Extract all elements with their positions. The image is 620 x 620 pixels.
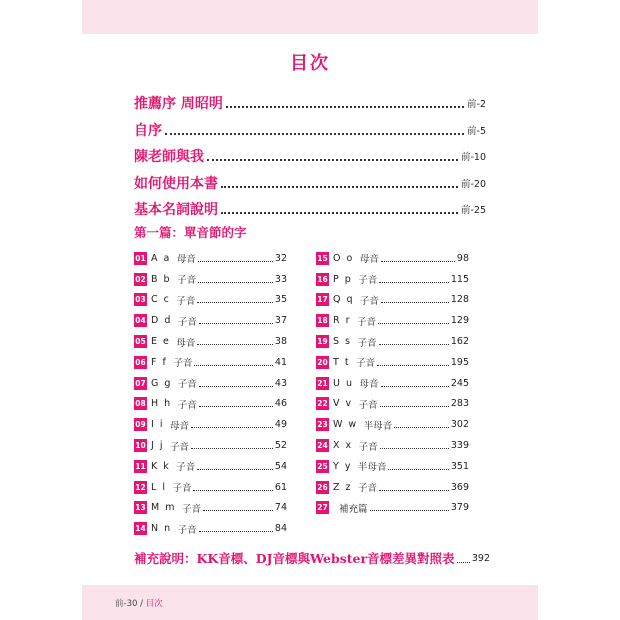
chapter-number-badge: 09 [135, 420, 146, 430]
letter-label: J j [151, 440, 164, 452]
letter-entry[interactable] [134, 435, 287, 456]
leader-dots [378, 323, 449, 324]
leader-dots [379, 490, 449, 491]
toc-entry-title: 如何使用本書 [134, 175, 218, 192]
letter-entry[interactable] [316, 352, 469, 373]
page-number: 84 [274, 523, 287, 535]
letter-label: P p [333, 273, 353, 285]
sound-type: 半母音 [363, 420, 393, 432]
chapter-number-badge: 11 [135, 461, 146, 471]
letter-label: D d [151, 315, 172, 327]
chapter-number-badge: 07 [135, 378, 146, 388]
sound-type: 母音 [176, 337, 196, 349]
page-number: 41 [274, 356, 287, 368]
chapter-number-badge: 13 [135, 503, 146, 513]
chapter-number-badge: 19 [317, 337, 328, 347]
toc-entry-title: 推薦序 周昭明 [134, 96, 223, 113]
leader-dots [197, 469, 273, 470]
sound-type: 子音 [176, 462, 196, 474]
chapter-number-badge: 10 [135, 441, 146, 451]
page-number: 129 [450, 315, 469, 327]
sound-type: 半母音 [357, 462, 387, 474]
leader-dots [457, 562, 470, 563]
letter-entry[interactable] [316, 477, 469, 498]
letter-label: B b [151, 273, 172, 285]
sound-type: 子音 [358, 483, 378, 495]
sound-type: 子音 [358, 441, 378, 453]
leader-dots [226, 106, 464, 108]
page-number: 283 [450, 398, 469, 410]
leader-dots [165, 133, 464, 135]
letter-entry[interactable] [134, 518, 287, 539]
chapter-number-badge: 23 [317, 420, 328, 430]
leader-dots [203, 510, 273, 511]
supplement-entry[interactable] [134, 549, 490, 567]
leader-dots [380, 406, 449, 407]
letter-entry[interactable] [134, 269, 287, 290]
page-number: 32 [274, 252, 287, 264]
chapter-number-badge: 17 [317, 295, 328, 305]
sound-type: 母音 [169, 420, 189, 432]
chapter-number-badge: 16 [317, 274, 328, 284]
letter-entry[interactable] [134, 352, 287, 373]
leader-dots [221, 212, 458, 214]
page-footer [115, 597, 163, 609]
letter-label: O o [333, 252, 354, 264]
sound-type: 子音 [176, 295, 196, 307]
page-number: 38 [274, 336, 287, 348]
page-number: 351 [450, 460, 469, 472]
leader-dots [199, 531, 273, 532]
letter-label: C c [151, 294, 171, 306]
letter-entry[interactable] [316, 248, 469, 269]
letter-entry[interactable] [134, 456, 287, 477]
letter-column-left [134, 248, 287, 539]
sound-type: 子音 [177, 524, 197, 536]
page-number: 74 [274, 502, 287, 514]
leader-dots [191, 427, 273, 428]
page-number: 37 [274, 315, 287, 327]
page-number: 61 [274, 481, 287, 493]
letter-label: T t [333, 356, 351, 368]
footer-section-label: 目次 [145, 599, 163, 609]
letter-entry[interactable] [316, 310, 469, 331]
page-number: 115 [450, 273, 469, 285]
letter-label: L l [151, 481, 167, 493]
toc-entry-title: 基本名詞說明 [134, 202, 218, 219]
chapter-number-badge: 26 [317, 482, 328, 492]
leader-dots [381, 302, 449, 303]
chapter-number-badge: 18 [317, 316, 328, 326]
leader-dots [221, 186, 458, 188]
sound-type: 母音 [359, 254, 379, 266]
letter-label: F f [151, 356, 168, 368]
letter-label: E e [151, 336, 171, 348]
page-number: 35 [274, 294, 287, 306]
toc-entry-page: 前-10 [460, 152, 486, 164]
leader-dots [394, 427, 449, 428]
letter-entry[interactable] [316, 373, 469, 394]
leader-dots [381, 386, 449, 387]
letter-label: R r [333, 315, 352, 327]
toc-entry-page: 前-5 [467, 125, 486, 137]
page-number: 302 [450, 419, 469, 431]
letter-entry[interactable] [316, 414, 469, 435]
letter-label: Z z [333, 481, 353, 493]
sound-type: 子音 [177, 399, 197, 411]
chapter-number-badge: 02 [135, 274, 146, 284]
toc-entry[interactable] [134, 90, 486, 117]
toc-entry[interactable] [134, 196, 486, 223]
letter-entry[interactable] [316, 269, 469, 290]
leader-dots [194, 365, 273, 366]
sound-type: 母音 [359, 379, 379, 391]
chapter-number-badge: 08 [135, 399, 146, 409]
sound-type: 子音 [177, 275, 197, 287]
sound-type: 子音 [172, 483, 192, 495]
toc-entry-page: 前-25 [460, 205, 486, 217]
leader-dots [381, 261, 455, 262]
leader-dots [199, 323, 273, 324]
letter-entry[interactable] [134, 310, 287, 331]
letter-entry[interactable] [316, 498, 469, 519]
leader-dots [380, 448, 449, 449]
letter-entry[interactable] [316, 290, 469, 311]
chapter-number-badge: 15 [317, 253, 328, 263]
leader-dots [197, 344, 273, 345]
sound-type: 母音 [176, 254, 196, 266]
leader-dots [193, 490, 272, 491]
letter-label: S s [333, 336, 352, 348]
section-heading: 第一篇：單音節的字 [134, 225, 247, 240]
letter-entry[interactable] [316, 394, 469, 415]
page-title: 目次 [290, 53, 330, 74]
letter-entry[interactable] [134, 394, 287, 415]
page-number: 54 [274, 460, 287, 472]
sound-type: 子音 [360, 295, 380, 307]
sound-type: 子音 [357, 316, 377, 328]
page-number: 245 [450, 377, 469, 389]
leader-dots [379, 282, 449, 283]
page-number: 98 [456, 252, 469, 264]
leader-dots [207, 159, 458, 161]
letter-entry[interactable] [316, 435, 469, 456]
leader-dots [379, 344, 449, 345]
letter-entry[interactable] [316, 331, 469, 352]
chapter-number-badge: 05 [135, 337, 146, 347]
leader-dots [199, 386, 273, 387]
letter-label: A a [151, 252, 171, 264]
footer-page-number: 前-30 [115, 599, 138, 609]
sound-type: 子音 [356, 358, 376, 370]
page-number: 33 [274, 273, 287, 285]
chapter-number-badge: 24 [317, 441, 328, 451]
page-number: 195 [450, 356, 469, 368]
letter-label: K k [151, 460, 171, 472]
footer-separator: / [140, 599, 143, 609]
letter-entry[interactable] [134, 248, 287, 269]
chapter-number-badge: 20 [317, 357, 328, 367]
leader-dots [370, 510, 449, 511]
leader-dots [199, 406, 273, 407]
sound-type: 子音 [177, 316, 197, 328]
chapter-number-badge: 22 [317, 399, 328, 409]
letter-label: N n [151, 523, 172, 535]
toc-entry[interactable] [134, 117, 486, 144]
page-number: 339 [450, 440, 469, 452]
chapter-number-badge: 21 [317, 378, 328, 388]
letter-label: H h [151, 398, 172, 410]
letter-entry[interactable] [134, 331, 287, 352]
letter-entry[interactable] [134, 477, 287, 498]
leader-dots [198, 282, 273, 283]
letter-label: W w [333, 419, 358, 431]
sound-type: 子音 [181, 503, 201, 515]
page-number: 46 [274, 398, 287, 410]
toc-entry-page: 前-20 [460, 178, 486, 190]
toc-entry-page: 前-2 [467, 99, 486, 111]
chapter-number-badge: 12 [135, 482, 146, 492]
toc-entry-title: 自序 [134, 122, 162, 139]
letter-entry[interactable] [134, 290, 287, 311]
letter-label: Y y [333, 460, 352, 472]
leader-dots [197, 302, 273, 303]
leader-dots [198, 261, 273, 262]
chapter-number-badge: 27 [317, 503, 328, 513]
letter-entry[interactable] [134, 414, 287, 435]
leader-dots [191, 448, 273, 449]
top-band [82, 0, 538, 34]
page-number: 52 [274, 440, 287, 452]
leader-dots [388, 469, 448, 470]
page-number: 369 [450, 481, 469, 493]
sound-type: 子音 [357, 337, 377, 349]
letter-entry[interactable] [134, 498, 287, 519]
chapter-number-badge: 25 [317, 461, 328, 471]
toc-entry[interactable] [134, 143, 486, 170]
supplement-title: 補充說明：KK音標、DJ音標與Webster音標差異對照表 [134, 551, 455, 566]
toc-entry-title: 陳老師與我 [134, 149, 204, 166]
letter-label: V v [333, 398, 353, 410]
letter-entry[interactable] [316, 456, 469, 477]
letter-column-right [316, 248, 469, 518]
chapter-number-badge: 03 [135, 295, 146, 305]
page-number: 379 [450, 502, 469, 514]
sound-type: 子音 [173, 358, 193, 370]
chapter-number-badge: 01 [135, 253, 146, 263]
supplement-page: 392 [471, 552, 490, 564]
page-number: 49 [274, 419, 287, 431]
page-number: 128 [450, 294, 469, 306]
toc-main-list [134, 90, 486, 223]
letter-label: M m [151, 502, 176, 514]
chapter-number-badge: 06 [135, 357, 146, 367]
page-number: 162 [450, 336, 469, 348]
page-number: 43 [274, 377, 287, 389]
sound-type: 子音 [358, 399, 378, 411]
letter-label: Q q [333, 294, 355, 306]
letter-label: X x [333, 440, 353, 452]
sound-type: 子音 [177, 379, 197, 391]
sound-type: 子音 [169, 441, 189, 453]
letter-label: G g [151, 377, 172, 389]
letter-label: U u [333, 377, 354, 389]
chapter-number-badge: 14 [135, 524, 146, 534]
sound-type: 子音 [358, 275, 378, 287]
letter-entry[interactable] [134, 373, 287, 394]
sound-type: 補充篇 [339, 503, 368, 515]
letter-label: I i [151, 419, 164, 431]
leader-dots [377, 365, 449, 366]
chapter-number-badge: 04 [135, 316, 146, 326]
toc-entry[interactable] [134, 170, 486, 197]
